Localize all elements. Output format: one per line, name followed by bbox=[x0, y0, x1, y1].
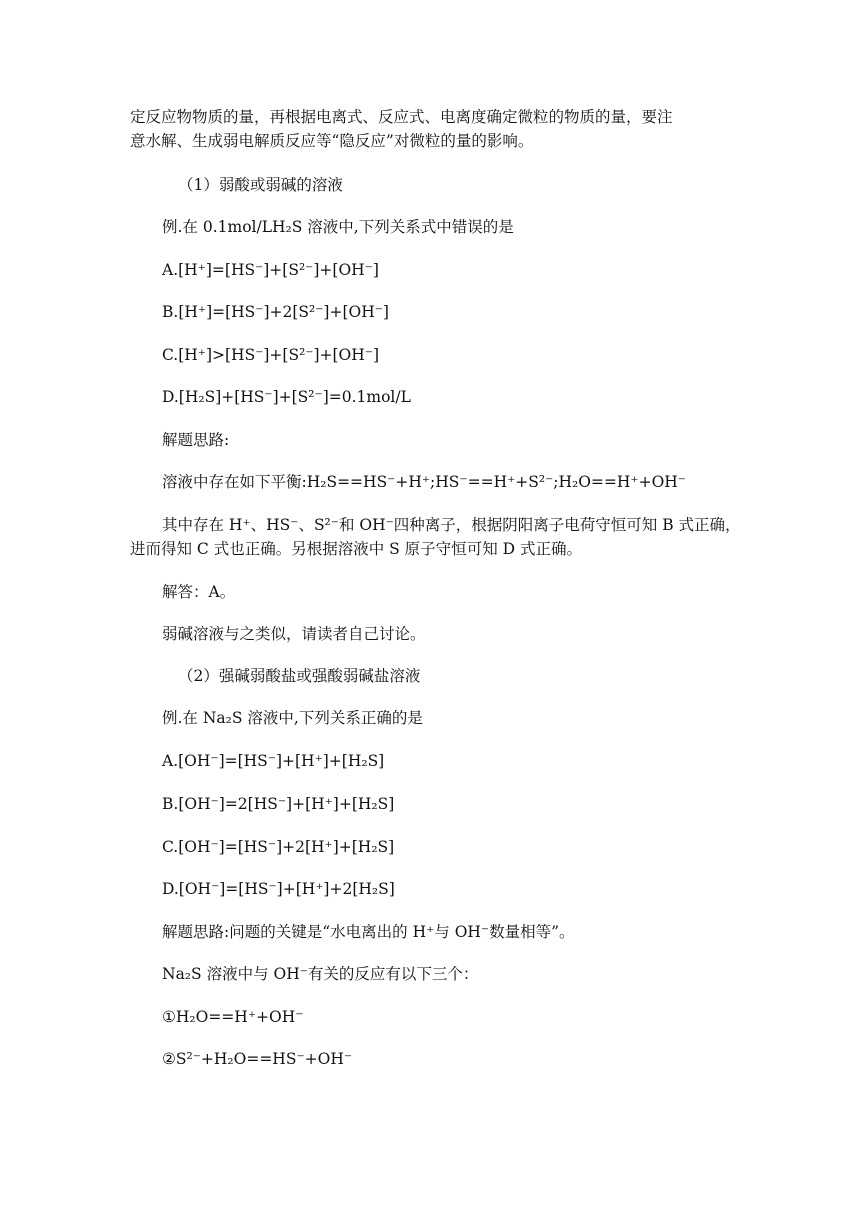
reactions-intro: Na₂S 溶液中与 OH⁻有关的反应有以下三个： bbox=[162, 965, 479, 983]
equilibrium-line: 溶液中存在如下平衡:H₂S==HS⁻+H⁺;HS⁻==H⁺+S²⁻;H₂O==H⁺+OH⁻ bbox=[162, 473, 686, 491]
reaction-1: ①H₂O==H⁺+OH⁻ bbox=[162, 1008, 304, 1026]
intro-line-2: 意水解、生成弱电解质反应等“隐反应”对微粒的量的影响。 bbox=[130, 132, 534, 150]
option-1-b: B.[H⁺]=[HS⁻]+2[S²⁻]+[OH⁻] bbox=[162, 303, 389, 321]
option-2-d: D.[OH⁻]=[HS⁻]+[H⁺]+2[H₂S] bbox=[162, 880, 395, 898]
option-1-c: C.[H⁺]>[HS⁻]+[S²⁻]+[OH⁻] bbox=[162, 346, 380, 364]
explanation-line-1: 其中存在 H⁺、HS⁻、S²⁻和 OH⁻四种离子，根据阴阳离子电荷守恒可知 B 式正确， bbox=[162, 516, 741, 534]
option-1-a: A.[H⁺]=[HS⁻]+[S²⁻]+[OH⁻] bbox=[162, 261, 379, 279]
note-weak-base: 弱碱溶液与之类似，请读者自己讨论。 bbox=[162, 625, 426, 643]
example-1: 例.在 0.1mol/LH₂S 溶液中,下列关系式中错误的是 bbox=[162, 218, 514, 236]
answer-1: 解答：A。 bbox=[162, 583, 236, 601]
option-2-c: C.[OH⁻]=[HS⁻]+2[H⁺]+[H₂S] bbox=[162, 838, 395, 856]
option-2-a: A.[OH⁻]=[HS⁻]+[H⁺]+[H₂S] bbox=[162, 752, 385, 770]
section-2-heading: （2）强碱弱酸盐或强酸弱碱盐溶液 bbox=[178, 667, 421, 685]
option-1-d: D.[H₂S]+[HS⁻]+[S²⁻]=0.1mol/L bbox=[162, 388, 411, 406]
intro-line-1: 定反应物物质的量，再根据电离式、反应式、电离度确定微粒的物质的量，要注 bbox=[130, 108, 673, 126]
example-2: 例.在 Na₂S 溶液中,下列关系正确的是 bbox=[162, 709, 423, 727]
section-1-heading: （1）弱酸或弱碱的溶液 bbox=[178, 176, 343, 194]
option-2-b: B.[OH⁻]=2[HS⁻]+[H⁺]+[H₂S] bbox=[162, 795, 395, 813]
reaction-2: ②S²⁻+H₂O==HS⁻+OH⁻ bbox=[162, 1050, 353, 1068]
thinking-2: 解题思路:问题的关键是“水电离出的 H⁺与 OH⁻数量相等”。 bbox=[162, 923, 575, 941]
explanation-line-2: 进而得知 C 式也正确。另根据溶液中 S 原子守恒可知 D 式正确。 bbox=[130, 540, 582, 558]
thinking-label-1: 解题思路: bbox=[162, 431, 230, 449]
